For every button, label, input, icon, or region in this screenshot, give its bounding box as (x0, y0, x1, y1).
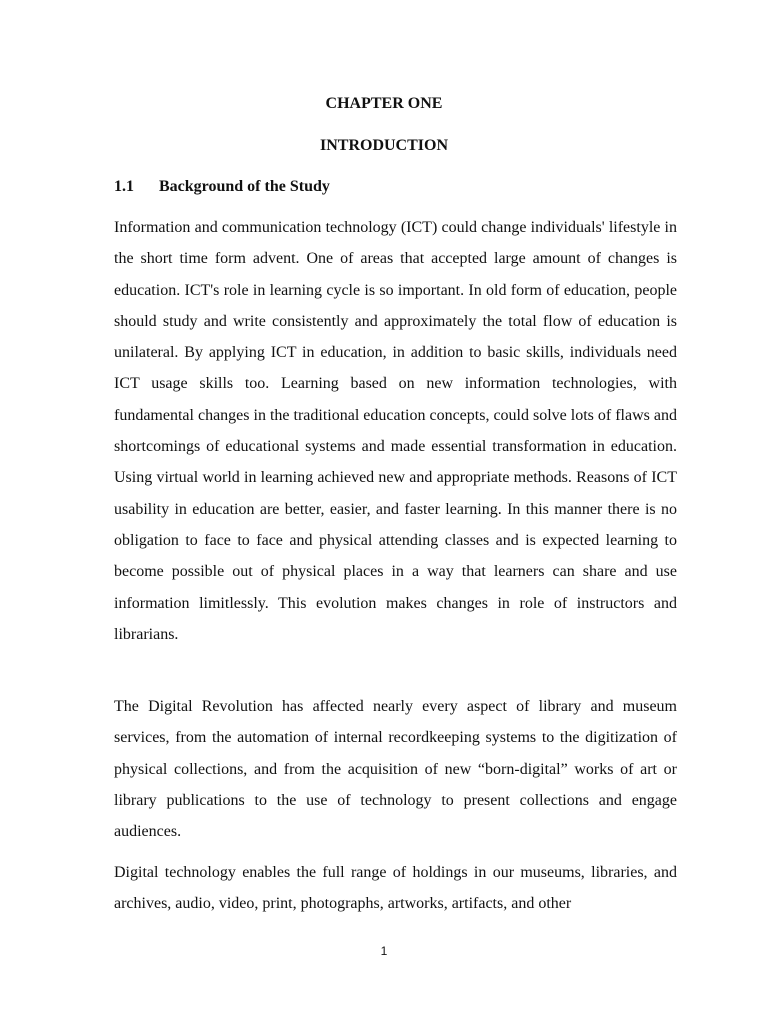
page-number: 1 (380, 944, 388, 958)
body-paragraph: The Digital Revolution has affected nearly every aspect of library and museum services, from the automation of internal recordkeeping systems to the digitization of physical collections, and from the acquisition of new “born-digital” works of art or library publications to the use of technology to present collections and engage audiences. (114, 698, 677, 841)
body-paragraph: Information and communication technology (ICT) could change individuals' lifestyle in the short time form advent. One of areas that accepted large amount of changes is education. ICT's role in learning cycle is so important. In old form of education, people should study and write consistently and approximately the total flow of education is unilateral. By applying ICT in education, in addition to basic skills, individuals need ICT usage skills too. Learning based on new information technologies, with fundamental changes in the traditional education concepts, could solve lots of flaws and shortcomings of educational systems and made essential transformation in education. Using virtual world in learning achieved new and appropriate methods. Reasons of ICT usability in education are better, easier, and faster learning. In this manner there is no obligation to face to face and physical attending classes and is expected learning to become possible out of physical places in a way that learners can share and use information limitlessly. This evolution makes changes in role of instructors and librarians. (114, 219, 677, 643)
section-heading (114, 177, 330, 197)
section-title: Background of the Study (159, 178, 330, 195)
chapter-title-heading: INTRODUCTION (319, 137, 448, 154)
chapter-number-heading: CHAPTER ONE (325, 95, 443, 112)
body-paragraph: Digital technology enables the full range of holdings in our museums, libraries, and archives, audio, video, print, photographs, artworks, artifacts, and other (114, 864, 677, 913)
section-number: 1.1 (114, 178, 134, 195)
